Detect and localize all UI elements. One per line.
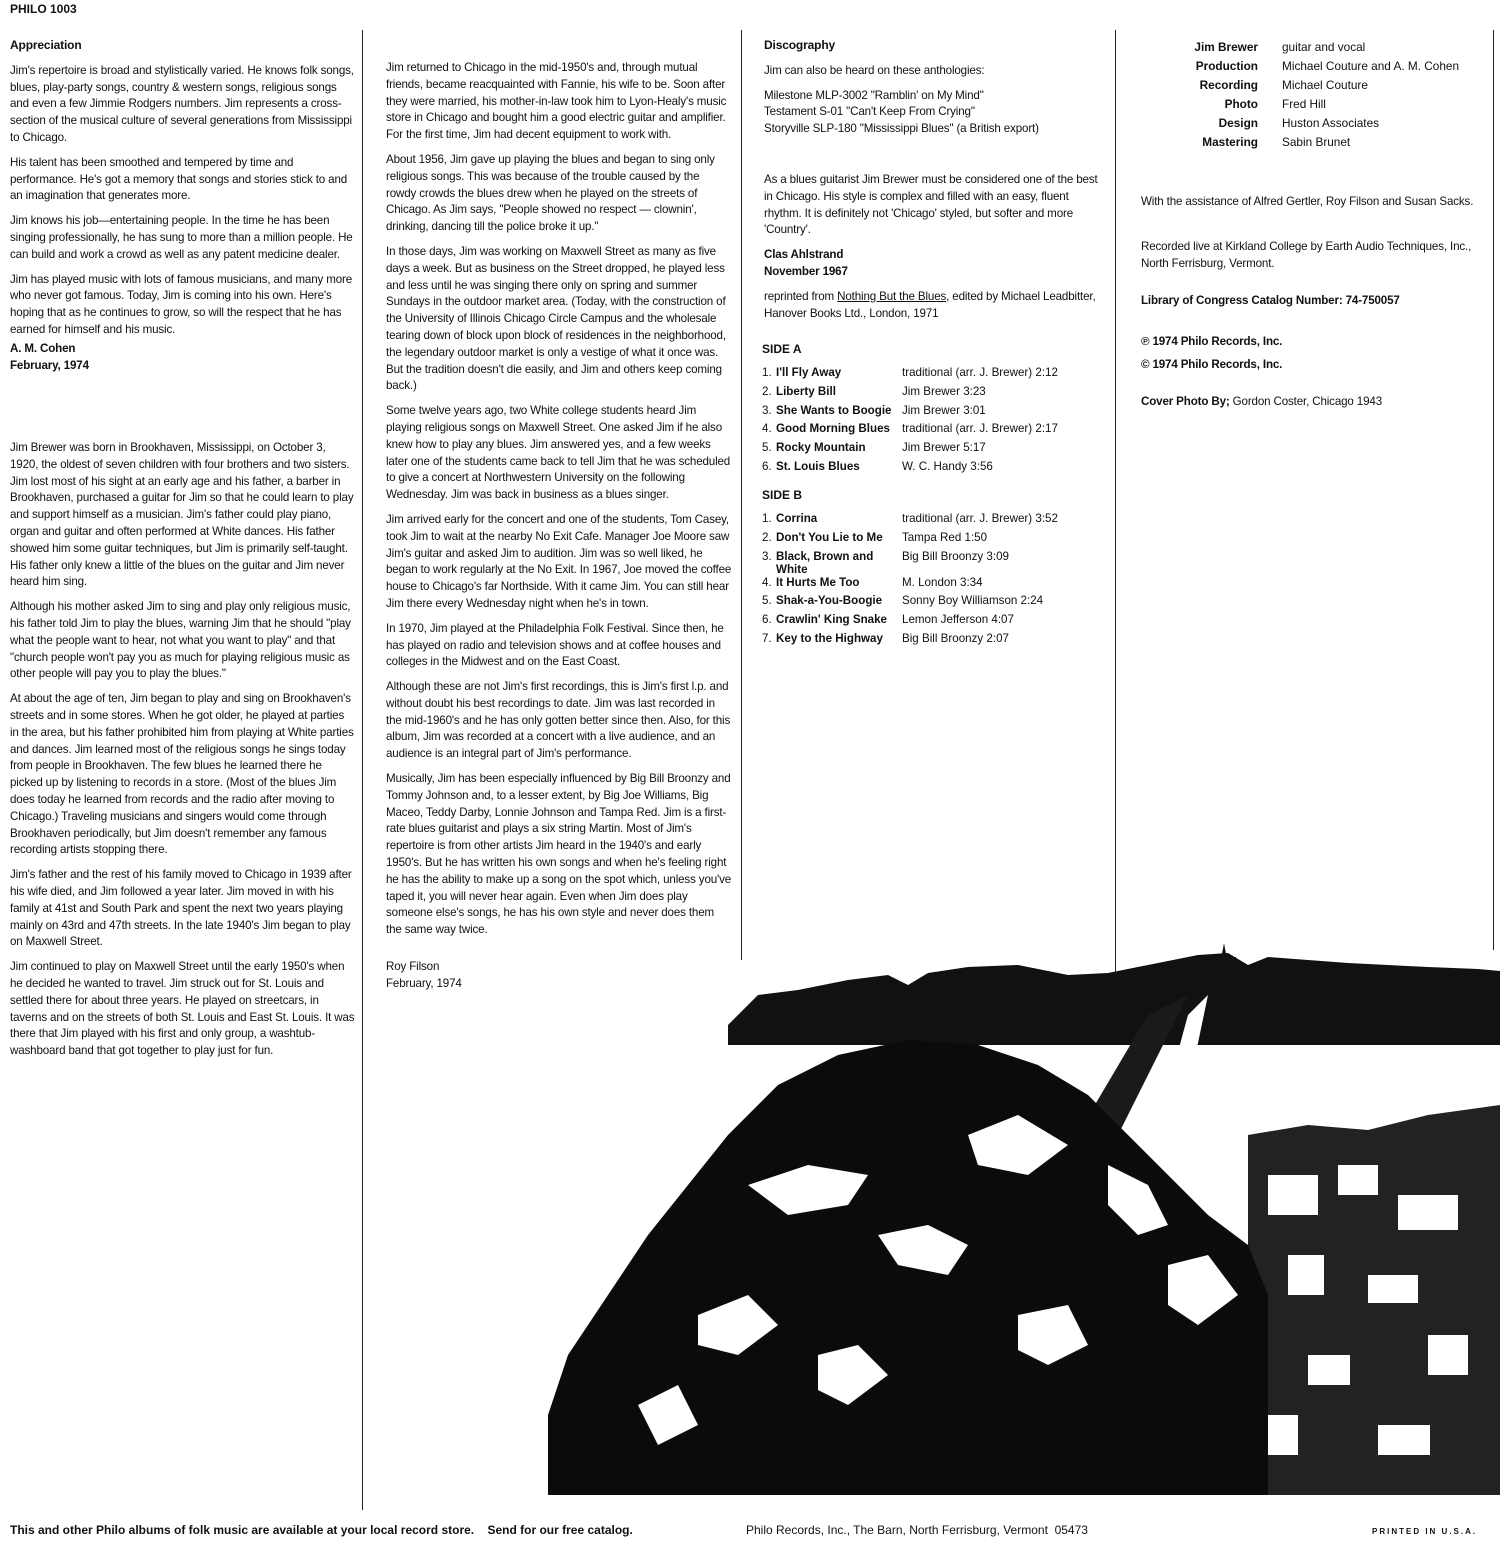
track-row: [762, 632, 1058, 651]
track-title: It Hurts Me Too: [776, 575, 860, 589]
column-appreciation: [10, 37, 355, 374]
appreciation-heading: Appreciation: [10, 38, 82, 52]
column-divider-4: [1493, 30, 1494, 950]
biography-paragraph: Some twelve years ago, two White college students heard Jim playing religious songs on Maxwell Street. One asked Jim if he also knew how to play any blues. Jim answered yes, and a few weeks later one of the students came back to tell Jim that he was scheduled to give a concert at Northwestern University on the following Wednesday. Jim was back in business as a blues singer.: [386, 404, 731, 502]
track-credit: Tampa Red 1:50: [902, 530, 988, 544]
credit-name: Huston Associates: [1282, 116, 1380, 130]
track-title: Corrina: [776, 512, 818, 525]
biography-paragraph: Although his mother asked Jim to sing and play only religious music, his father told Jim to play the blues, warning Jim that he should "play what the people want to hear, not what you want to play" and that "church people won't pay you as much for playing religious music as other people will pay you to play the blues.": [10, 600, 351, 681]
library-of-congress-number: Library of Congress Catalog Number: 74-750057: [1141, 294, 1400, 307]
credit-role: Design: [1218, 116, 1258, 130]
cover-photo: [548, 935, 1500, 1510]
credits-table: [1140, 40, 1459, 154]
track-row: [762, 366, 1058, 385]
track-number: 6.: [762, 613, 772, 627]
catalog-number: PHILO 1003: [10, 2, 77, 16]
copyright-notice: © 1974 Philo Records, Inc.: [1141, 358, 1283, 371]
biography-paragraph: Jim arrived early for the concert and one of the students, Tom Casey, took Jim to wait at the nearby No Exit Cafe. Manager Joe Moore saw Jim's guitar and asked Jim to audition. Jim was so well liked, he began to work regularly at the No Exit. In 1967, Joe moved the coffee house to Chicago's far Northside. With it came Jim. You can still hear Jim there every Wednesday night when he's in town.: [386, 512, 732, 610]
track-row: [762, 385, 1058, 404]
credit-row: [1140, 59, 1459, 78]
track-row: [762, 422, 1058, 441]
track-number: 3.: [762, 403, 772, 417]
track-row: [762, 594, 1058, 613]
discography-item: Testament S-01 "Can't Keep From Crying": [764, 105, 975, 119]
side-a-tracklist: [762, 366, 1058, 479]
track-row: [762, 531, 1058, 550]
discography-intro: Jim can also be heard on these anthologies:: [764, 63, 985, 77]
track-credit: Sonny Boy Williamson 2:24: [902, 594, 1044, 608]
reprint-book-title: Nothing But the Blues: [837, 289, 947, 303]
credits-block: [1140, 40, 1459, 154]
cover-photo-note: [1141, 393, 1486, 410]
track-number: 2.: [762, 530, 772, 544]
column-divider-2: [741, 30, 742, 960]
track-number: 5.: [762, 441, 772, 455]
credit-row: [1140, 135, 1459, 154]
credit-role: Production: [1195, 59, 1258, 73]
biography-paragraph: About 1956, Jim gave up playing the blues and began to sing only religious songs. This was because of the trouble caused by the rowdy crowds the blues drew when he played on the streets of Chicago. As Jim says, "People showed no respect — clownin', drinking, dancing till the police broke it up.": [386, 152, 715, 234]
side-a-title: SIDE A: [762, 342, 802, 356]
track-credit: M. London 3:34: [902, 575, 983, 589]
biography-paragraph: Although these are not Jim's first recordings, this is Jim's first l.p. and without doubt his best recordings to date. Jim was last recorded in the mid-1960's and he has only gotten better since then. Also, for this album, Jim was recorded at a concert with a live audience, and an audience is an integral part of Jim's performance.: [386, 680, 731, 761]
column-divider-3: [1115, 30, 1116, 1010]
track-row: [762, 512, 1058, 531]
credit-role: Jim Brewer: [1194, 40, 1258, 54]
track-number: 5.: [762, 594, 772, 608]
column-biography-2: [386, 60, 732, 993]
track-credit: Jim Brewer 3:23: [902, 384, 986, 398]
track-title: Crawlin' King Snake: [776, 613, 887, 627]
side-b-tracklist: [762, 512, 1058, 651]
reprint-suffix: , edited by Michael Leadbitter, Hanover Books Ltd., London, 1971: [764, 289, 1096, 320]
credit-row: [1140, 116, 1459, 135]
side-a-block: [762, 342, 1058, 479]
discography-item: Storyville SLP-180 "Mississippi Blues" (a British export): [764, 122, 1039, 136]
credit-role: Mastering: [1202, 135, 1258, 149]
track-title: Black, Brown and White: [776, 549, 874, 576]
footer-availability-note: This and other Philo albums of folk music are available at your local record store. Send for our free catalog.: [10, 1523, 633, 1537]
discography-item: Milestone MLP-3002 "Ramblin' on My Mind": [764, 88, 984, 102]
side-b-block: [762, 488, 1058, 651]
track-number: 4.: [762, 575, 772, 589]
track-title: Good Morning Blues: [776, 422, 890, 436]
track-credit: W. C. Handy 3:56: [902, 459, 993, 473]
appreciation-paragraph: Jim's repertoire is broad and stylistically varied. He knows folk songs, blues, play-party songs, country & western songs, religious songs and even a few Jimmie Rodgers numbers. Jim represents a cross-section of the musical culture of several generations from Mississippi to Chicago.: [10, 63, 354, 144]
discography-heading: Discography: [764, 38, 836, 52]
track-title: Liberty Bill: [776, 384, 836, 398]
track-row: [762, 441, 1058, 460]
column-divider-1: [362, 30, 363, 1510]
appreciation-author: A. M. Cohen: [10, 341, 76, 355]
biography-paragraph: Jim Brewer was born in Brookhaven, Mississippi, on October 3, 1920, the oldest of seven children with four brothers and two sisters. Jim lost most of his sight at an early age and his father, a barber in Brookhaven, purchased a guitar for Jim so that he could learn to play and support himself as a musician. Jim's father could play piano, organ and guitar and often performed at White dances. His father showed him some guitar techniques, but Jim is primarily self-taught. His father only knew a little of the blues on the guitar and Jim never heard him sing.: [10, 441, 354, 589]
biography-author: Roy Filson: [386, 960, 440, 974]
track-title: Key to the Highway: [776, 631, 883, 645]
track-row: [762, 460, 1058, 479]
column-discography: [764, 37, 1109, 344]
biography-paragraph: Jim's father and the rest of his family moved to Chicago in 1939 after his wife died, and Jim followed a year later. Jim moved in with his family at 41st and South Park and spent the next two years playing mainly on 43rd and 47th streets. In the late 1940's Jim began to play on Maxwell Street.: [10, 868, 352, 949]
track-credit: Lemon Jefferson 4:07: [902, 613, 1014, 627]
track-number: 7.: [762, 631, 772, 645]
biography-paragraph: In those days, Jim was working on Maxwell Street as many as five days a week. But as business on the Street dropped, he played less and less until he was singing there only on spring and summer Sundays in the outdoor market area. (Today, with the construction of the University of Illinois Chicago Circle Campus and the wholesale tearing down of block upon block of residences in the neighborhood, the legendary outdoor market is only a vestige of what it once was. But the tradition doesn't die easily, and Jim and others keep coming back.): [386, 244, 726, 393]
appreciation-paragraph: Jim has played music with lots of famous musicians, and many more who never got famous. Today, Jim is coming into his own. Here's hoping that as he continues to grow, so will the respect that he has earned for himself and his music.: [10, 272, 353, 336]
track-credit: traditional (arr. J. Brewer) 3:52: [902, 512, 1058, 525]
footer-address: Philo Records, Inc., The Barn, North Ferrisburg, Vermont 05473: [746, 1523, 1088, 1537]
track-number: 4.: [762, 422, 772, 436]
appreciation-paragraph: His talent has been smoothed and tempered by time and performance. He's got a memory that songs and stories stick to and an imagination that generates more.: [10, 155, 348, 203]
credit-row: [1140, 40, 1459, 59]
track-credit: Jim Brewer 3:01: [902, 403, 986, 417]
credit-name: Sabin Brunet: [1282, 135, 1351, 149]
quote-author: Clas Ahlstrand: [764, 248, 844, 262]
track-title: Rocky Mountain: [776, 441, 866, 455]
track-number: 1.: [762, 512, 772, 525]
column-biography-1: [10, 440, 355, 1068]
credit-name: guitar and vocal: [1282, 40, 1366, 54]
track-number: 6.: [762, 459, 772, 473]
credit-role: Photo: [1224, 97, 1258, 111]
track-credit: traditional (arr. J. Brewer) 2:17: [902, 422, 1058, 436]
credit-name: Michael Couture: [1282, 78, 1368, 92]
column-production-notes: [1141, 193, 1486, 432]
track-row: [762, 550, 1058, 576]
appreciation-date: February, 1974: [10, 358, 89, 372]
biography-paragraph: Jim continued to play on Maxwell Street until the early 1950's when he decided he wanted to travel. Jim struck out for St. Louis and settled there for about three years. He played on streetcars, in taverns and on the streets of both St. Louis and East St. Louis. It was there that Jim played with his first and only group, a washtub-washboard band that got together to play just for fun.: [10, 960, 355, 1058]
track-credit: Jim Brewer 5:17: [902, 441, 986, 455]
credit-row: [1140, 97, 1459, 116]
track-credit: traditional (arr. J. Brewer) 2:12: [902, 366, 1058, 379]
quote-text: As a blues guitarist Jim Brewer must be considered one of the best in Chicago. His style is complex and filled with an easy, fluent rhythm. It is definitely not 'Chicago' styled, but softer and more 'Country'.: [764, 172, 1098, 237]
cover-photo-credit: Gordon Coster, Chicago 1943: [1229, 395, 1382, 408]
appreciation-paragraph: Jim knows his job—entertaining people. In the time he has been singing professionally, he has sung to more than a million people. He can build and work a crowd as well as any patent medicine dealer.: [10, 214, 353, 261]
track-title: St. Louis Blues: [776, 459, 860, 473]
credit-role: Recording: [1199, 78, 1258, 92]
quote-date: November 1967: [764, 264, 848, 278]
track-row: [762, 576, 1058, 595]
footer-printed-in: PRINTED IN U.S.A.: [1372, 1527, 1478, 1536]
credit-name: Fred Hill: [1282, 97, 1326, 111]
track-credit: Big Bill Broonzy 2:07: [902, 631, 1009, 645]
assistance-note: With the assistance of Alfred Gertler, Roy Filson and Susan Sacks.: [1141, 195, 1474, 208]
track-title: She Wants to Boogie: [776, 403, 892, 417]
track-credit: Big Bill Broonzy 3:09: [902, 549, 1009, 563]
biography-paragraph: In 1970, Jim played at the Philadelphia Folk Festival. Since then, he has played on radio and television shows and at coffee houses and colleges in the Midwest and on the East Coast.: [386, 621, 724, 669]
biography-paragraph: At about the age of ten, Jim began to play and sing on Brookhaven's streets and in some stores. When he got older, he played at parties in the area, but his father prohibited him from playing at White parties and dances. Jim learned most of the religious songs he sings today from people in Brookhaven. The few blues he learned there he picked up by listening to records in a store. (Most of the blues Jim does today he learned from records and the radio after moving to Chicago.) Traveling musicians and singers would come through Brookhaven periodically, but Jim doesn't remember any famous recording artists stopping there.: [10, 692, 354, 857]
biography-paragraph: Musically, Jim has been especially influenced by Big Bill Broonzy and Tommy Johnson and, to a lesser extent, by Big Joe Williams, Big Maceo, Teddy Darby, Lonnie Johnson and Tampa Red. Jim is a first-rate blues guitarist and plays a six string Martin. Most of Jim's repertoire is from other artists Jim heard in the 1940's and early 1950's. But he has written his own songs and when he's feeling right he has the ability to make up a song on the spot which, unless you've taped it, you will never hear again. Even when Jim does play someone else's songs, he has his own style and never does them the same way twice.: [386, 772, 732, 937]
track-number: 3.: [762, 549, 772, 563]
side-b-title: SIDE B: [762, 488, 803, 502]
phonogram-notice: ℗ 1974 Philo Records, Inc.: [1141, 335, 1283, 348]
credit-name: Michael Couture and A. M. Cohen: [1282, 59, 1460, 73]
credit-row: [1140, 78, 1459, 97]
track-number: 1.: [762, 366, 772, 379]
track-title: Don't You Lie to Me: [776, 530, 883, 544]
track-title: I'll Fly Away: [776, 366, 842, 379]
track-row: [762, 404, 1058, 423]
reprint-prefix: reprinted from: [764, 289, 838, 303]
track-title: Shak-a-You-Boogie: [776, 594, 883, 608]
biography-date: February, 1974: [386, 976, 462, 990]
biography-paragraph: Jim returned to Chicago in the mid-1950's and, through mutual friends, became reacquainted with Fannie, his wife to be. Soon after they were married, his mother-in-law took him to Lyon-Healy's music store in Chicago and bought him a good electric guitar and amplifier. For the first time, Jim had decent equipment to work with.: [386, 61, 727, 142]
track-row: [762, 613, 1058, 632]
recording-note: Recorded live at Kirkland College by Earth Audio Techniques, Inc., North Ferrisburg, Vermont.: [1141, 240, 1472, 270]
cover-photo-label: Cover Photo By;: [1141, 395, 1230, 408]
reprint-note: [764, 289, 1109, 323]
track-number: 2.: [762, 384, 772, 398]
